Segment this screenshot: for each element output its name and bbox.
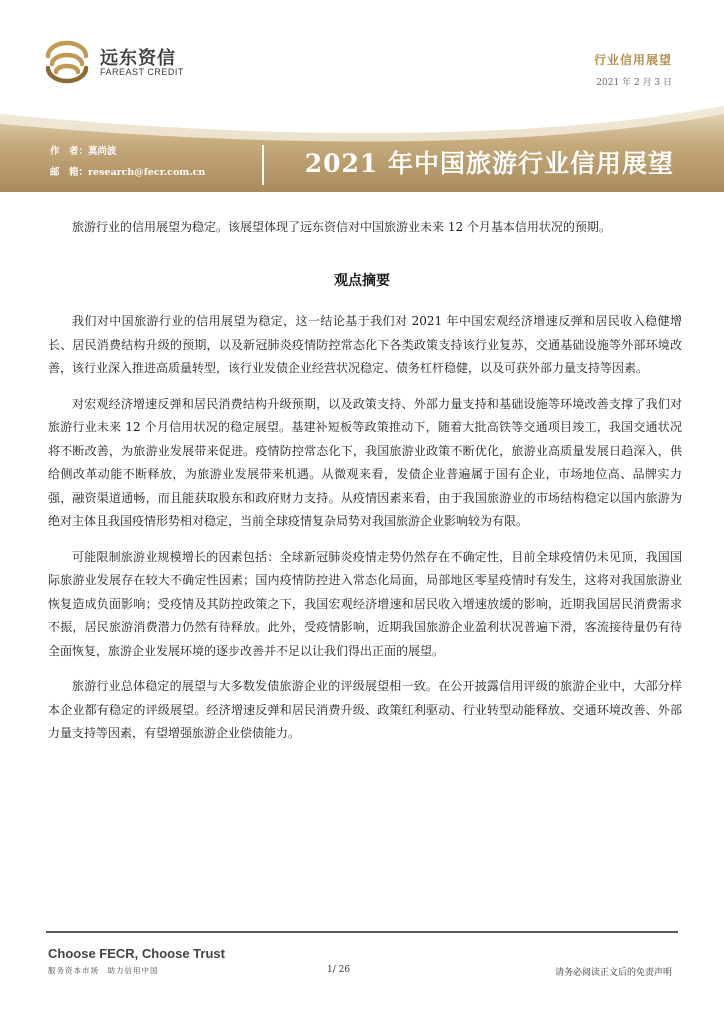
- logo-text-cn: 远东资信: [100, 48, 176, 69]
- summary-heading: 观点摘要: [334, 273, 390, 289]
- disclaimer-note[interactable]: 请务必阅读正文后的免责声明: [554, 968, 672, 978]
- summary-paragraph: 旅游行业总体稳定的展望与大多数发债旅游企业的评级展望相一致。在公开披露信用评级的旅游企业中，大部分样本企业都有稳定的评级展望。经济增速反弹和居民消费升级、政策红利驱动、行业转型动能释放、交通环境改善、外部力量支持等因素，有望增强旅游企业偿债能力。: [48, 679, 682, 740]
- footer-subtitle: 服务资本市场 助力信用中国: [48, 966, 159, 975]
- logo-text-en: FAREAST CREDIT: [100, 67, 184, 77]
- intro-section: [48, 216, 682, 240]
- summary-paragraph: 我们对中国旅游行业的信用展望为稳定，这一结论基于我们对 2021 年中国宏观经济增速反弹和居民收入稳健增长、居民消费结构升级的预期，以及新冠肺炎疫情防控常态化下各类政策支持该行业复苏，交通基础设施等外部环境改善，该行业深入推进高质量转型，该行业发债企业经营状况稳定、债务杠杆稳健，以及可获外部力量支持等因素。: [48, 314, 682, 375]
- report-title: 2021 年中国旅游行业信用展望: [304, 149, 674, 178]
- email-line: [50, 164, 205, 178]
- page-number: 1/ 26: [327, 965, 351, 975]
- email-link[interactable]: research@fecr.com.cn: [88, 167, 206, 178]
- banner-divider: [262, 145, 264, 185]
- footer-slogan: Choose FECR, Choose Trust: [48, 946, 225, 961]
- email-label: 邮 箱：: [50, 167, 89, 178]
- summary-paragraph: 可能限制旅游业规模增长的因素包括：全球新冠肺炎疫情走势仍然存在不确定性，目前全球疫情仍未见顶，我国国际旅游业发展存在较大不确定性因素；国内疫情防控进入常态化局面，局部地区零星疫情时有发生，这将对我国旅游业恢复造成负面影响；受疫情及其防控政策之下，我国宏观经济增速和居民收入增速放缓的影响，近期我国居民消费需求不振，居民旅游消费潜力仍然有待释放。此外，受疫情影响，近期我国旅游企业盈利状况普遍下滑，客流接待量仍有待全面恢复，旅游企业发展环境的逐步改善并不足以让我们得出正面的展望。: [48, 549, 682, 658]
- report-date: 2021 年 2 月 3 日: [596, 78, 672, 88]
- author-name: 莫尚波: [88, 146, 117, 157]
- author-line: [50, 143, 117, 157]
- footer-divider: [46, 931, 678, 933]
- intro-paragraph: 旅游行业的信用展望为稳定。该展望体现了远东资信对中国旅游业未来 12 个月基本信用状况的预期。: [72, 220, 611, 234]
- logo-mark-icon: [42, 40, 92, 84]
- author-label: 作 者：: [50, 146, 89, 157]
- summary-paragraph: 对宏观经济增速反弹和居民消费结构升级预期，以及政策支持、外部力量支持和基础设施等环境改善支撑了我们对旅游行业未来 12 个月信用状况的稳定展望。基建补短板等政策推动下，随着大批高铁等交通项目竣工，我国交通状况将不断改善，为旅游业发展带来促进。疫情防控常态化下，我国旅游业政策不断优化，旅游业高质量发展日趋深入，供给侧改革动能不断释放，为旅游业发展带来机遇。从微观来看，发债企业普遍属于国有企业，市场地位高、品牌实力强，融资渠道通畅，而且能获取股东和政府财力支持。从疫情因素来看，由于我国旅游业的市场结构稳定以国内旅游为绝对主体且我国疫情形势相对稳定，当前全球疫情复杂局势对我国旅游企业影响较为有限。: [48, 396, 682, 528]
- page-header: [0, 0, 724, 100]
- summary-section: [48, 310, 682, 746]
- company-logo[interactable]: [42, 40, 182, 84]
- report-type: 行业信用展望: [593, 53, 672, 67]
